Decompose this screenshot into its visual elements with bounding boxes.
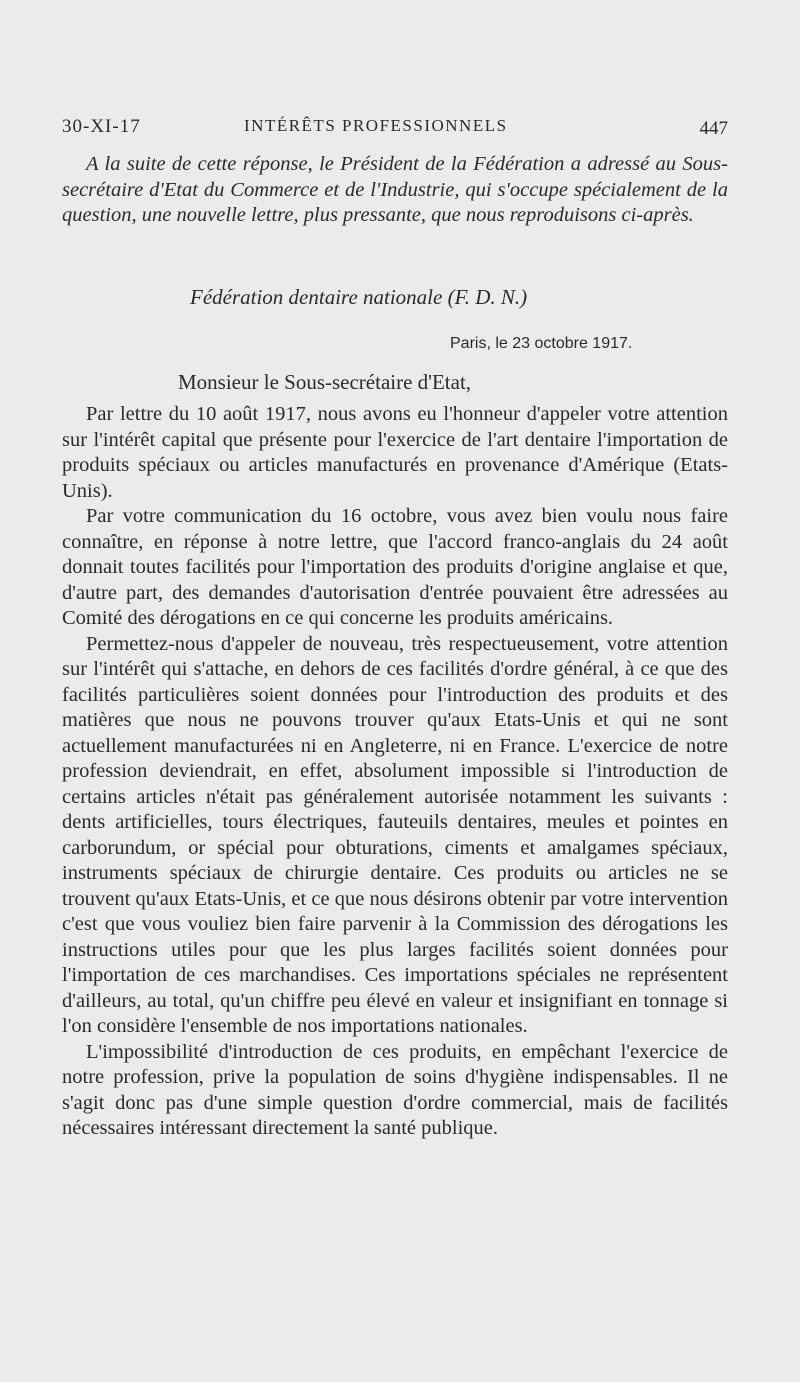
letter-paragraph-1: Par lettre du 10 août 1917, nous avons eu l'honneur d'appeler votre attention sur l'intérêt capital que présente pour l'exercice de l'art dentaire l'importation de produits spéciaux ou articles manufacturés en provenance d'Amérique (Etats-Unis).	[62, 403, 728, 502]
letter-body	[62, 402, 728, 1142]
letter-date: Paris, le 23 octobre 1917.	[450, 335, 633, 352]
header-section-title: INTÉRÊTS PROFESSIONNELS	[244, 116, 508, 135]
intro-text: A la suite de cette réponse, le Président de la Fédération a adressé au Sous-secrétaire d'Etat du Commerce et de l'Industrie, qui s'occupe spécialement de la question, une nouvelle lettre, plus pressante, que nous reproduisons ci-après.	[62, 153, 728, 226]
header-date-ref: 30-XI-17	[62, 116, 141, 137]
letter-salutation: Monsieur le Sous-secrétaire d'Etat,	[178, 370, 472, 394]
federation-title: Fédération dentaire nationale (F. D. N.)	[190, 285, 528, 309]
page-number: 447	[699, 118, 728, 139]
letter-paragraph-3: Permettez-nous d'appeler de nouveau, très respectueusement, votre attention sur l'intérêt qui s'attache, en dehors de ces facilités d'ordre général, à ce que des facilités particulières soient données pour l'introduction des produits et des matières que nous ne pouvons trouver qu'aux Etats-Unis et qui ne sont actuellement manufacturées ni en Angleterre, ni en France. L'exercice de notre profession deviendrait, en effet, absolument impossible si l'introduction de certains articles n'était pas généralement autorisée notamment les suivants : dents artificielles, tours électriques, fauteuils dentaires, meules et pointes en carborundum, or spécial pour obturations, ciments et amalgames spéciaux, instruments spéciaux de chirurgie dentaire. Ces produits ou articles ne se trouvent qu'aux Etats-Unis, et ce que nous désirons obtenir par votre intervention c'est que vous vouliez bien faire parvenir à la Commission des dérogations les instructions utiles pour que les plus larges facilités soient données pour l'importation de ces marchandises. Ces importations spéciales ne représentent d'ailleurs, au total, qu'un chiffre peu élevé en valeur et insignifiant en tonnage si l'on considère l'ensemble de nos importations nationales.	[62, 632, 728, 1037]
letter-paragraph-4: L'impossibilité d'introduction de ces produits, en empêchant l'exercice de notre profession, prive la population de soins d'hygiène indispensables. Il ne s'agit donc pas d'une simple question d'ordre commercial, mais de facilités nécessaires intéressant directement la santé publique.	[62, 1040, 728, 1139]
letter-paragraph-2: Par votre communication du 16 octobre, vous avez bien voulu nous faire connaître, en réponse à notre lettre, que l'accord franco-anglais du 24 août donnait toutes facilités pour l'importation des produits d'origine anglaise et que, d'autre part, des demandes d'autorisation d'entrée pouvaient être adressées au Comité des dérogations en ce qui concerne les produits américains.	[62, 505, 728, 629]
page-header	[62, 116, 728, 142]
intro-paragraph	[62, 152, 728, 229]
